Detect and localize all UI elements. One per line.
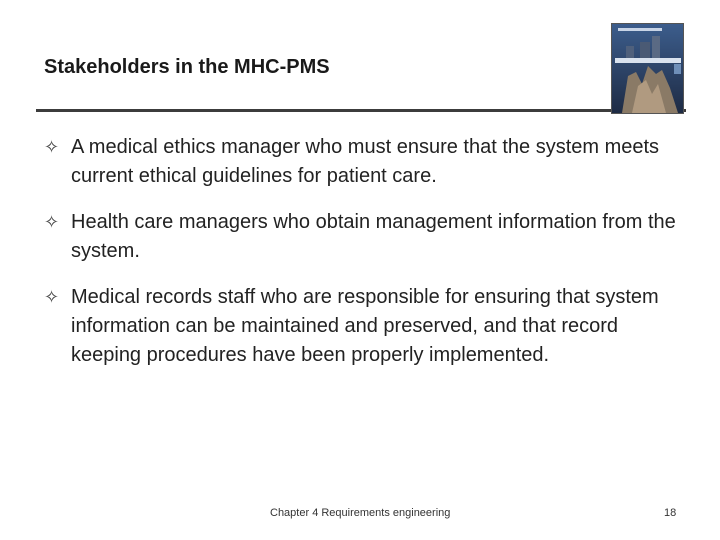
bullet-star-icon: ✧ xyxy=(44,287,60,308)
page-number: 18 xyxy=(664,507,677,519)
bullet-star-icon: ✧ xyxy=(44,137,60,158)
bullet-star-icon: ✧ xyxy=(44,212,60,233)
bullet-text: Health care managers who obtain management information from the system. xyxy=(71,211,676,262)
list-item xyxy=(44,133,684,191)
bullet-list xyxy=(44,133,684,387)
list-item xyxy=(44,208,684,266)
title-divider xyxy=(36,109,686,112)
list-item xyxy=(44,283,684,370)
slide-title: Stakeholders in the MHC-PMS xyxy=(44,56,330,78)
book-cover-image xyxy=(611,23,684,114)
bullet-text: Medical records staff who are responsible for ensuring that system information can be maintained and preserved, and that record keeping procedures have been properly implemented. xyxy=(71,286,659,366)
footer-chapter: Chapter 4 Requirements engineering xyxy=(270,507,451,519)
bullet-text: A medical ethics manager who must ensure that the system meets current ethical guidelines for patient care. xyxy=(71,136,660,187)
